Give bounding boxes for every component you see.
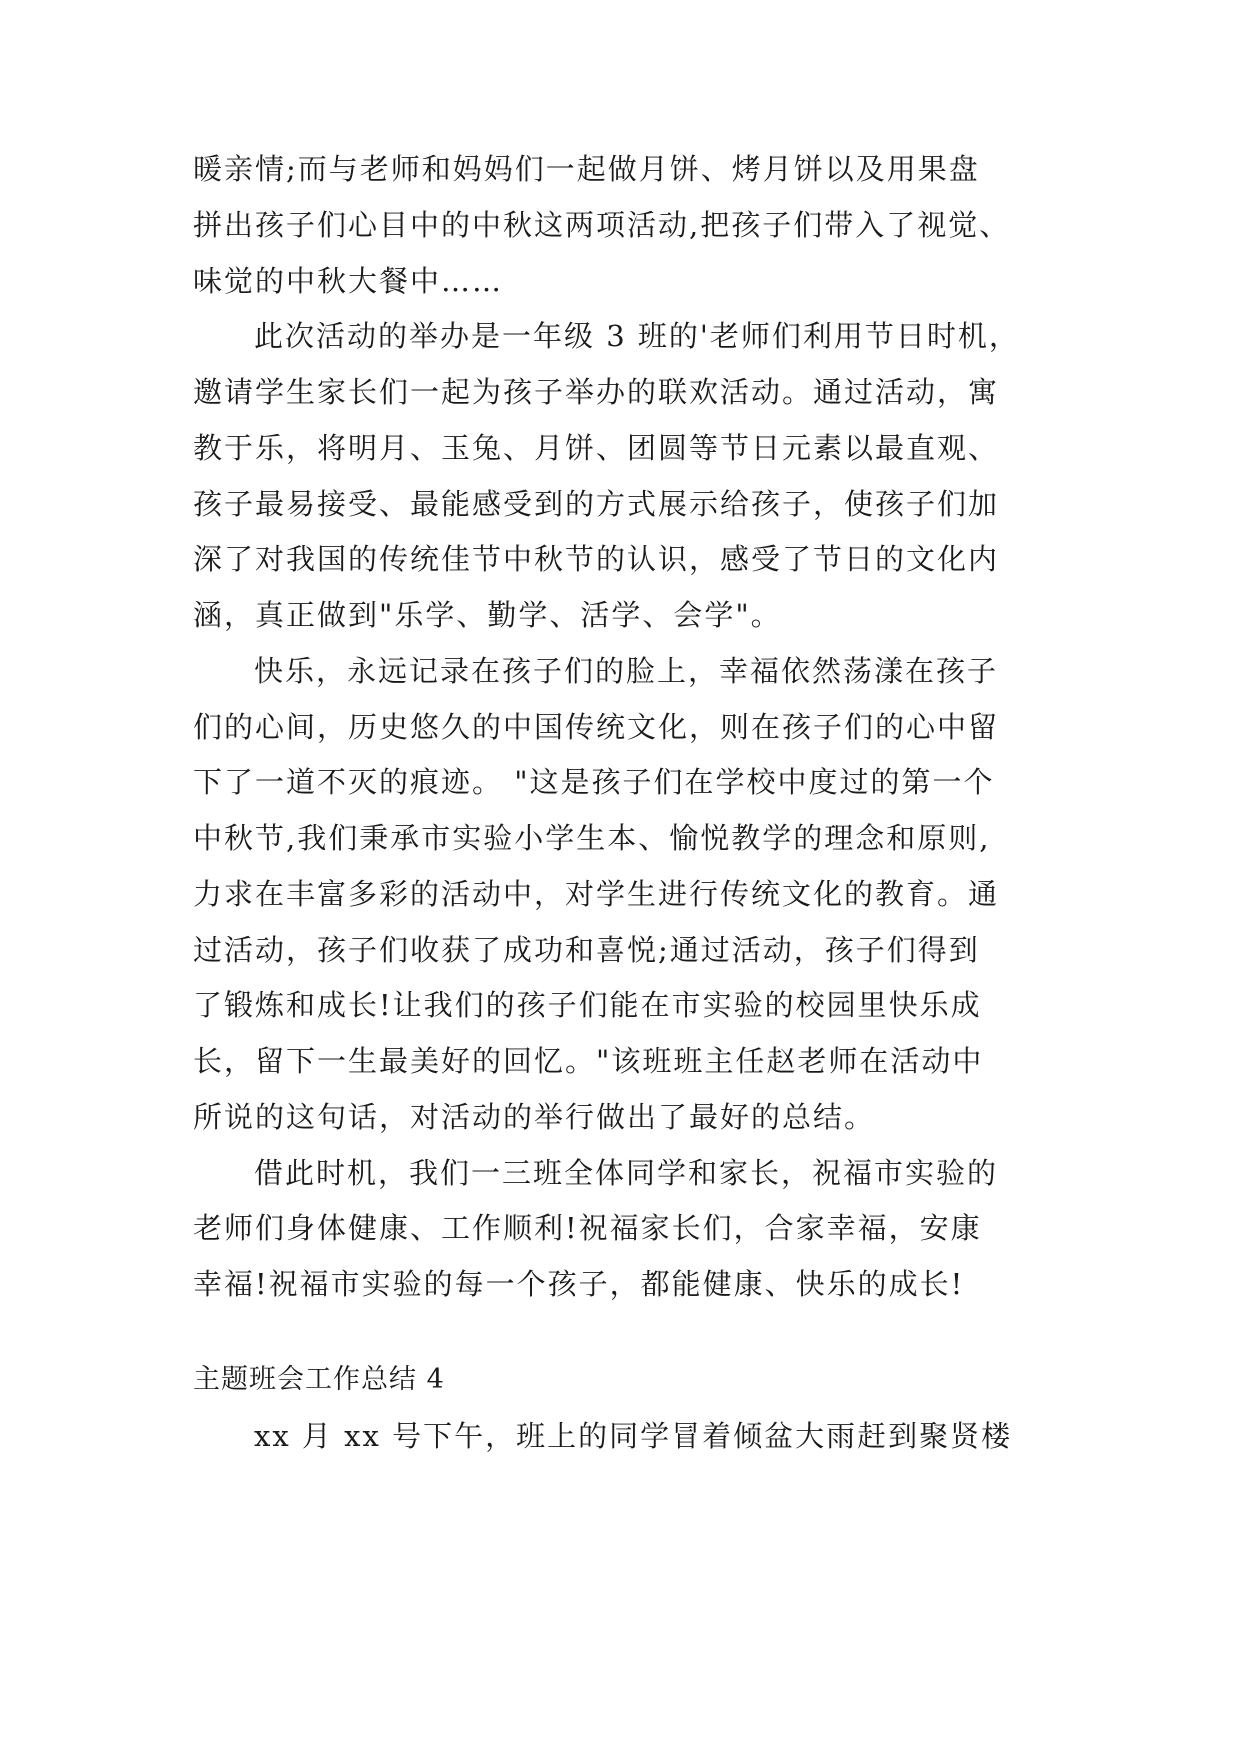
paragraph-line: 过活动，孩子们收获了成功和喜悦;通过活动，孩子们得到 [193,933,980,967]
paragraph-line: 力求在丰富多彩的活动中，对学生进行传统文化的教育。通 [193,877,1000,911]
paragraph-line: 邀请学生家长们一起为孩子举办的联欢活动。通过活动，寓 [193,375,1000,409]
paragraph-line: 所说的这句话，对活动的举行做出了最好的总结。 [193,1100,876,1134]
paragraph-line: 幸福!祝福市实验的每一个孩子，都能健康、快乐的成长! [193,1267,965,1301]
paragraph-line: 此次活动的举办是一年级 3 班的'老师们利用节日时机， [254,319,1020,353]
paragraph-line: 孩子最易接受、最能感受到的方式展示给孩子，使孩子们加 [193,487,1000,521]
paragraph-line: xx 月 xx 号下午，班上的同学冒着倾盆大雨赶到聚贤楼 [254,1419,1013,1453]
paragraph-line: 中秋节,我们秉承市实验小学生本、愉悦教学的理念和原则, [193,821,991,855]
paragraph-line: 长，留下一生最美好的回忆。"该班班主任赵老师在活动中 [193,1044,984,1078]
paragraph-line: 了锻炼和成长!让我们的孩子们能在市实验的校园里快乐成 [193,988,982,1022]
paragraph-line: 深了对我国的传统佳节中秋节的认识，感受了节日的文化内 [193,542,1000,576]
paragraph-line: 老师们身体健康、工作顺利!祝福家长们，合家幸福，安康 [193,1211,982,1245]
paragraph-line: 下了一道不灭的痕迹。 "这是孩子们在学校中度过的第一个 [193,765,995,799]
paragraph-line: 快乐，永远记录在孩子们的脸上，幸福依然荡漾在孩子 [254,654,999,688]
paragraph-line: 暖亲情;而与老师和妈妈们一起做月饼、烤月饼以及用果盘 [193,152,980,186]
paragraph-line: 拼出孩子们心目中的中秋这两项活动,把孩子们带入了视觉、 [193,208,1011,242]
paragraph-line: 味觉的中秋大餐中…… [193,264,504,298]
section-title: 主题班会工作总结 4 [193,1364,445,1395]
paragraph-line: 借此时机，我们一三班全体同学和家长，祝福市实验的 [254,1156,999,1190]
paragraph-line: 们的心间，历史悠久的中国传统文化，则在孩子们的心中留 [193,710,1000,744]
paragraph-line: 涵，真正做到"乐学、勤学、活学、会学"。 [193,598,782,632]
paragraph-line: 教于乐，将明月、玉兔、月饼、团圆等节日元素以最直观、 [193,431,1000,465]
